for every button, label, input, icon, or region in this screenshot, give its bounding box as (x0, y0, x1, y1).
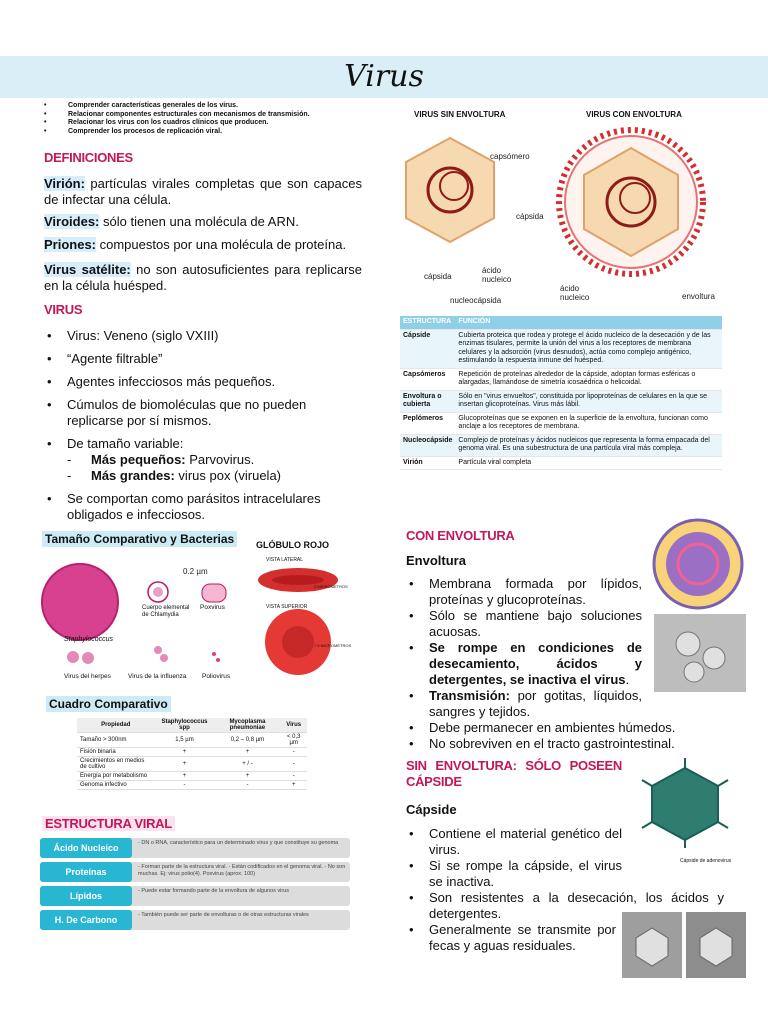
table-cell: - (280, 772, 307, 781)
table-cell: Energía por metabolismo (77, 772, 154, 781)
list-item (406, 576, 642, 608)
sin-envoltura-heading: SIN ENVOLTURA: SÓLO POSEEN CÁPSIDE (406, 758, 622, 789)
table-cell: 1,5 µm (154, 733, 214, 748)
capsida-label: cápsida (516, 212, 544, 221)
nucleocapsida-label: nucleocápsida (450, 296, 502, 305)
list-item: • Son resistentes a la desecación, los ácidos y detergentes. (406, 890, 724, 922)
estructura-row (40, 886, 350, 906)
naked-capsid (406, 138, 494, 242)
envoltura-label: envoltura (682, 292, 715, 301)
herpes-label: Virus del herpes (64, 673, 111, 680)
table-cell: + (154, 748, 214, 757)
table-header-row (400, 316, 722, 329)
estructura-text: - Puede estar formando parte de la envoltura de algunos virus (138, 888, 290, 894)
polio-label: Poliovirus (202, 673, 231, 680)
table-cell: Capsómeros (400, 368, 455, 390)
table-cell: + (280, 781, 307, 790)
definicion-viroides (44, 214, 362, 230)
scale-label: 0.2 µm (183, 567, 208, 576)
sub-text: Parvovirus. (185, 452, 255, 467)
acido-nucleico-label-2: ácido nucleico (560, 284, 590, 302)
estructura-text: - También puede ser parte de envolturas o de otras estructuras virales (138, 912, 309, 918)
sub-item-small (67, 452, 357, 468)
adenovirus-capsid (652, 768, 718, 840)
column-header: Virus (280, 718, 307, 733)
cuadro-heading: Cuadro Comparativo (46, 696, 171, 712)
adenovirus-fiber (642, 780, 652, 786)
table-cell: + (154, 772, 214, 781)
table-cell: + (214, 748, 280, 757)
virus-inner (666, 532, 730, 596)
adenovirus-fiber (642, 822, 652, 828)
column-header: Mycoplasma pneumoniae (214, 718, 280, 733)
table-cell: Genoma infectivo (77, 781, 154, 790)
list-item: • Si se rompe la cápside, el virus se inactiva. (406, 858, 622, 890)
list-item: • Contiene el material genético del virus. (406, 826, 622, 858)
table-cell: + (214, 772, 280, 781)
definicion-priones (44, 237, 362, 253)
table-row (77, 748, 307, 757)
table-row (77, 772, 307, 781)
sub-text: virus pox (viruela) (174, 468, 282, 483)
herpes-particle (82, 652, 94, 664)
term: Viroides: (44, 214, 100, 229)
table-row (77, 757, 307, 772)
comparison-table (77, 718, 307, 790)
influenza-label: Virus de la influenza (128, 673, 187, 680)
list-item (406, 640, 642, 688)
objective-item: • Comprender los procesos de replicación viral. (44, 128, 384, 137)
page-title: Virus (344, 59, 424, 94)
item-bold: Se rompe en condiciones de desecamiento, ácidos y detergentes, se inactiva el virus (429, 640, 642, 687)
acido-nucleico-label: ácido nucleico (482, 266, 512, 284)
item-bold: Transmisión: (429, 688, 510, 703)
item-text: Sólo se mantiene bajo soluciones acuosas. (429, 608, 642, 639)
definicion-virion (44, 176, 362, 208)
definition-text: no son autosuficientes para replicarse en la célula huésped. (44, 262, 362, 293)
sub-label: Más pequeños: (91, 452, 186, 467)
poxvirus-particle (202, 584, 226, 602)
estructura-label: Ácido Nucleico (40, 838, 132, 858)
definition-text: partículas virales completas que son capaces de infectar una célula. (44, 176, 362, 207)
item-text: Membrana formada por lípidos, proteínas y glucoproteínas. (429, 576, 642, 607)
capside-subheading: Cápside (406, 802, 457, 817)
estructura-row (40, 862, 350, 882)
estructura-row (40, 838, 350, 858)
table-row (400, 368, 722, 390)
table-cell: - (280, 757, 307, 772)
table-row (400, 434, 722, 456)
function-table (400, 316, 722, 470)
estructura-heading: ESTRUCTURA VIRAL (42, 816, 175, 831)
item-text: por gotitas, líquidos, sangres y tejidos. (429, 688, 642, 719)
term: Virus satélite: (44, 262, 131, 277)
virus-bullets (44, 328, 364, 452)
table-cell: Complejo de proteínas y ácidos nucleicos que representa la forma empacada del genoma viral. Es una subestructura de una partícula viral más compleja. (455, 434, 722, 456)
table-cell: Nucleocápside (400, 434, 455, 456)
capsomero-label: capsómero (490, 152, 530, 161)
micrograph-particle (676, 632, 700, 656)
chlamydia-label: Cuerpo elemental de Chlamydia (142, 605, 190, 618)
definicion-satelite (44, 262, 362, 294)
adenovirus-illustration (640, 758, 730, 848)
table-cell: Crecimientos en medios de cultivo (77, 757, 154, 772)
table-cell: - (214, 781, 280, 790)
estructura-label: Lípidos (40, 886, 132, 906)
estructura-label: H. De Carbono (40, 910, 132, 930)
column-header: Propiedad (77, 718, 154, 733)
table-cell: Envoltura o cubierta (400, 390, 455, 412)
estructura-label: Proteínas (40, 862, 132, 882)
table-cell: Cápside (400, 329, 455, 368)
definition-text: compuestos por una molécula de proteína. (96, 237, 347, 252)
list-item (406, 608, 642, 640)
estructura-text: - DN o RNA, característico para un determinado virus y que constituye su genoma (138, 840, 339, 846)
sin-envoltura-label: VIRUS SIN ENVOLTURA (414, 110, 506, 119)
tamano-heading: Tamaño Comparativo y Bacterias (42, 531, 237, 547)
lateral-label: VISTA LATERAL (266, 557, 304, 563)
capsida-label-2: cápsida (424, 272, 452, 281)
table-cell: - (154, 781, 214, 790)
list-item: • Agentes infecciosos más pequeños. (44, 374, 364, 390)
influenza-particle (160, 654, 168, 662)
table-row (400, 329, 722, 368)
table-row (77, 733, 307, 748)
enveloped-virus-illustration (646, 516, 746, 612)
list-item: • Se comportan como parásitos intracelulares obligados e infecciosos. (44, 491, 364, 523)
polio-particle (212, 652, 216, 656)
con-envoltura-heading: CON ENVOLTURA (406, 528, 515, 543)
adenovirus-fiber (718, 822, 728, 828)
table-cell: 0,2 – 0,8 µm (214, 733, 280, 748)
item-text: No sobreviven en el tracto gastrointestinal. (429, 736, 675, 751)
table-cell: Virión (400, 456, 455, 470)
list-item: • “Agente filtrable” (44, 351, 364, 367)
enveloped-virus-micrograph (654, 614, 746, 692)
adenovirus-fiber (718, 780, 728, 786)
objective-item: • Relacionar los virus con los cuadros clínicos que producen. (44, 119, 384, 128)
item-text: . (625, 672, 630, 687)
estructura-row (40, 910, 350, 930)
herpes-particle (67, 651, 79, 663)
sub-label: Más grandes: (91, 468, 175, 483)
poxvirus-label: Poxvirus (200, 604, 225, 611)
table-row (400, 412, 722, 434)
definition-text: sólo tienen una molécula de ARN. (99, 214, 299, 229)
table-cell: Cubierta proteica que rodea y protege el ácido nucleico de la desecación y de las enzimas tisulares, permite la unión del virus a los receptores de membrana celulares y la adsorción (virus desnudos), actúa como complejo antigénico, estimulando la respuesta inmune del huésped. (455, 329, 722, 368)
con-envoltura-bullets (406, 576, 676, 752)
objective-item: • Comprender características generales de los virus. (44, 102, 384, 111)
virus-heading: VIRUS (44, 302, 83, 317)
list-item: • Generalmente se transmite por fecas y aguas residuales. (406, 922, 616, 954)
list-item: • Virus: Veneno (siglo VXIII) (44, 328, 364, 344)
micrograph-particle (684, 662, 704, 682)
table-cell: < 0,3 µm (280, 733, 307, 748)
table-row (400, 390, 722, 412)
column-header: ESTRUCTURA (400, 316, 455, 329)
naked-virus-micrograph (622, 912, 746, 978)
size-sublist (67, 452, 357, 484)
con-envoltura-label: VIRUS CON ENVOLTURA (586, 110, 682, 119)
polio-particle (216, 658, 220, 662)
definiciones-heading: DEFINICIONES (44, 150, 133, 165)
term: Priones: (44, 237, 97, 252)
table-row (77, 781, 307, 790)
um2-label: 2 MICROMETROS (314, 584, 348, 589)
list-item (406, 688, 642, 720)
table-cell: Tamaño > 300nm (77, 733, 154, 748)
term: Virión: (44, 176, 85, 191)
envoltura-subheading: Envoltura (406, 553, 466, 568)
objectives-list (44, 102, 384, 136)
table-header-row (77, 718, 307, 733)
virus-bullets-2 (44, 491, 364, 523)
table-cell: + / - (214, 757, 280, 772)
estructura-text: - Forman parte de la estructura viral. - Están codificados en el genoma viral. - No son muchas. Ej: virus polio(4). Poxvirus (aprox. 100) (138, 864, 346, 877)
superior-label: VISTA SUPERIOR (266, 604, 308, 610)
list-item (406, 720, 706, 736)
table-cell: Glucoproteínas que se exponen en la superficie de la envoltura, funcionan como anclaje a los receptores de membrana. (455, 412, 722, 434)
table-cell: Partícula viral completa (455, 456, 722, 470)
item-text: Debe permanecer en ambientes húmedos. (429, 720, 676, 735)
staph-label: Staphylococcus (64, 636, 114, 643)
objective-item: • Relacionar componentes estructurales con mecanismos de transmisión. (44, 111, 384, 120)
table-cell: Peplómeros (400, 412, 455, 434)
micrograph-particle (703, 647, 725, 669)
table-row (400, 456, 722, 470)
rbc-superior-center (282, 626, 314, 658)
sub-item-large (67, 468, 357, 484)
um7-label: 7.5 MICROMETROS (314, 643, 352, 648)
list-item: • De tamaño variable: (44, 436, 364, 452)
table-cell: + (154, 757, 214, 772)
chlamydia-core (153, 587, 163, 597)
table-cell: Fisión binaria (77, 748, 154, 757)
list-item (406, 736, 706, 752)
table-cell: - (280, 748, 307, 757)
table-cell: Repetición de proteínas alrededor de la cápside, adoptan formas esféricas o alargadas, llamándose de simetría icosaédrica o helicoidal. (455, 368, 722, 390)
list-item: • Cúmulos de biomoléculas que no pueden replicarse por sí mismos. (44, 397, 364, 429)
adenovirus-caption: Cápside de adenovirus (680, 858, 732, 864)
influenza-particle (154, 646, 162, 654)
column-header: Staphylococcus spp (154, 718, 214, 733)
globulo-heading: GLÓBULO ROJO (256, 540, 330, 550)
column-header: FUNCIÓN (455, 316, 722, 329)
table-cell: Sólo en "virus envueltos", constituida por lipoproteínas de celulares en la que se insertan glicoproteínas. Virus más lábil. (455, 390, 722, 412)
